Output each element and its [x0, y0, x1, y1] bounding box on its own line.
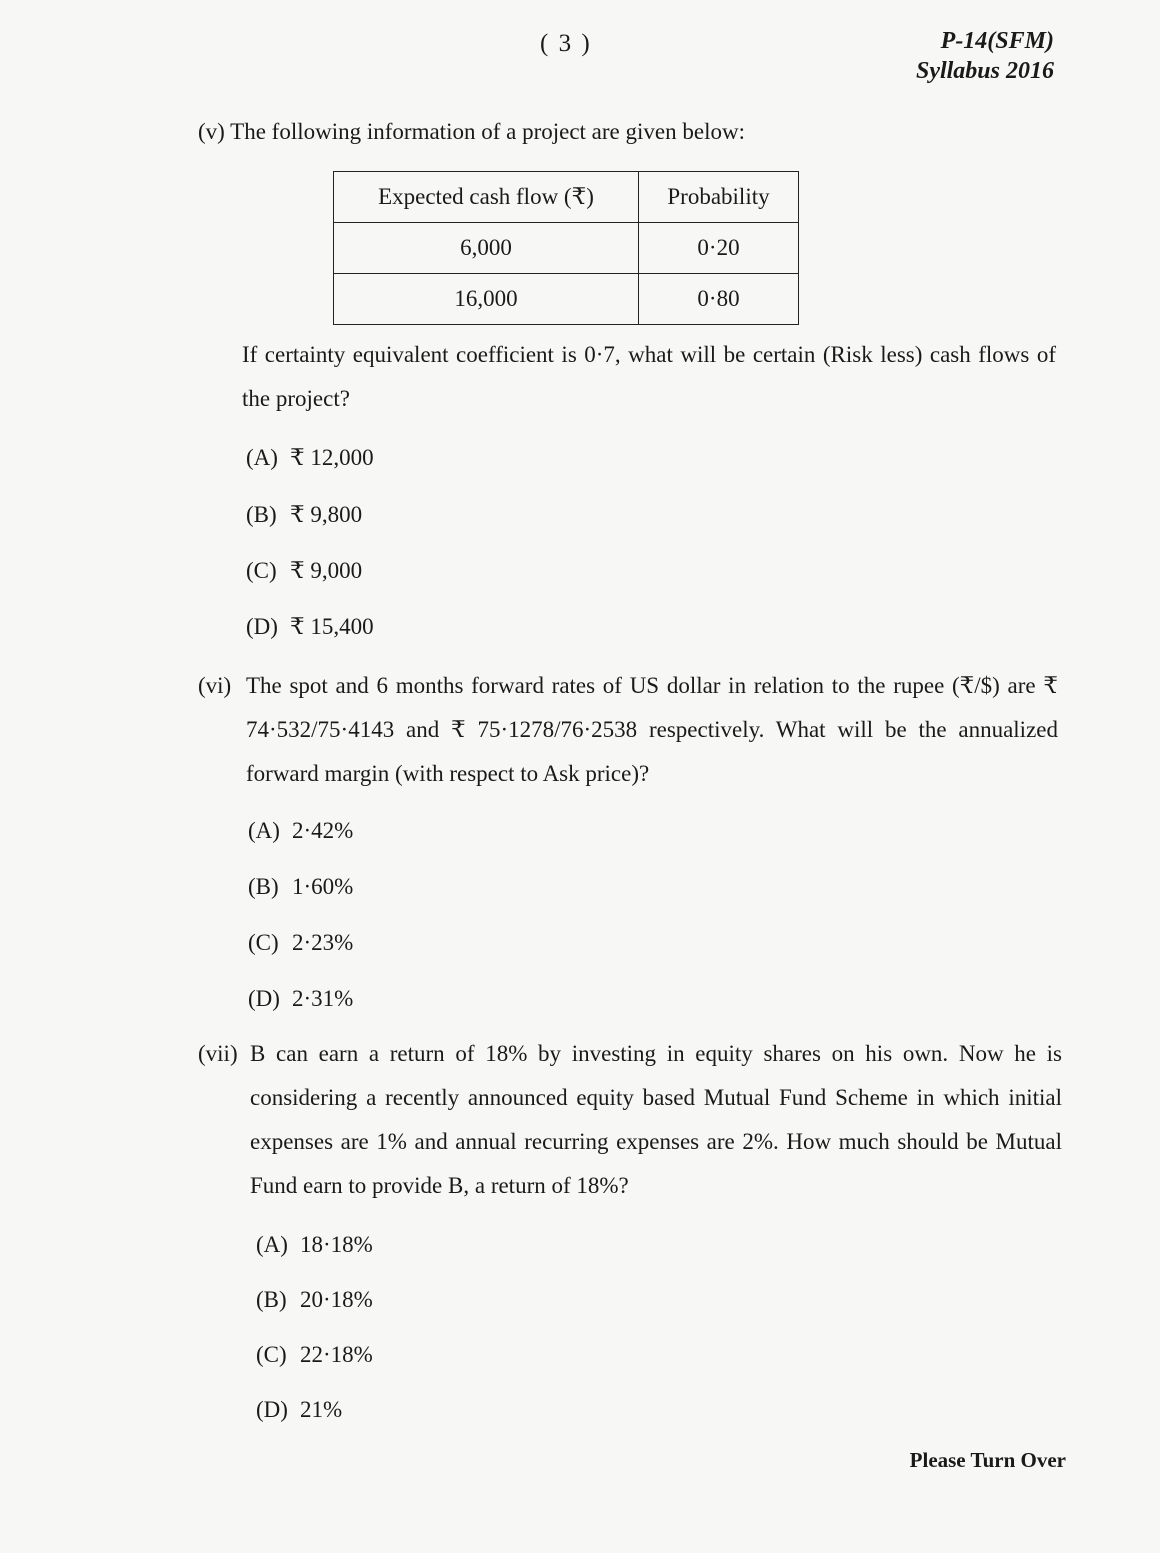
table-cell: 16,000: [334, 274, 639, 325]
option-text: ₹ 15,400: [290, 614, 374, 639]
option-text: ₹ 12,000: [290, 445, 374, 470]
option-label: (B): [256, 1287, 287, 1312]
question-7: [198, 1032, 1062, 1208]
question-5-option-b: [246, 502, 362, 528]
question-6-option-b: [248, 874, 353, 900]
question-7-option-a: [256, 1232, 373, 1258]
option-label: (B): [246, 502, 277, 527]
syllabus-year: Syllabus 2016: [915, 58, 1054, 84]
question-7-number: (vii): [198, 1041, 238, 1066]
option-label: (B): [248, 874, 279, 899]
question-7-text: B can earn a return of 18% by investing in equity shares on his own. Now he is considering a recently announced equity based Mutual Fund Scheme in which initial expenses are 1% and annual recurring expenses are 2%. How much should be Mutual Fund earn to provide B, a return of 18%?: [250, 1041, 1062, 1198]
option-label: (A): [248, 818, 280, 843]
page-number: ( 3 ): [540, 30, 592, 57]
option-label: (D): [248, 986, 280, 1011]
table-header-probability: Probability: [639, 172, 799, 223]
option-text: 2·23%: [292, 930, 354, 955]
paper-code: P-14(SFM): [940, 28, 1054, 54]
option-label: (D): [246, 614, 278, 639]
table-header-row: [334, 172, 799, 223]
question-7-option-d: [256, 1397, 342, 1423]
option-label: (A): [246, 445, 278, 470]
question-6-option-c: [248, 930, 353, 956]
please-turn-over: Please Turn Over: [909, 1448, 1066, 1472]
option-text: 2·42%: [292, 818, 354, 843]
question-5-question: If certainty equivalent coefficient is 0·7, what will be certain (Risk less) cash flows of the project?: [242, 342, 1056, 411]
option-label: (C): [246, 558, 277, 583]
question-5-option-a: [246, 445, 374, 471]
question-6-option-a: [248, 818, 353, 844]
question-5-option-c: [246, 558, 362, 584]
question-5-stem: [198, 110, 1058, 154]
question-6-option-d: [248, 986, 353, 1012]
option-label: (C): [256, 1342, 287, 1367]
question-5-text: [242, 333, 1056, 421]
option-label: (C): [248, 930, 279, 955]
table-row: [334, 223, 799, 274]
option-text: 22·18%: [300, 1342, 373, 1367]
option-text: 1·60%: [292, 874, 354, 899]
table-cell: 6,000: [334, 223, 639, 274]
table-cell: 0·20: [639, 223, 799, 274]
option-label: (D): [256, 1397, 288, 1422]
option-text: 18·18%: [300, 1232, 373, 1257]
table-cell: 0·80: [639, 274, 799, 325]
table-header-cash-flow: Expected cash flow (₹): [334, 172, 639, 223]
question-6-text: The spot and 6 months forward rates of US dollar in relation to the rupee (₹/$) are ₹ 74·532/75·4143 and ₹ 75·1278/76·2538 respectively. What will be the annualized forward margin (with respect to Ask price)?: [246, 673, 1058, 786]
question-6-number: (vi): [198, 673, 232, 698]
question-5-stem-text: The following information of a project are given below:: [230, 119, 745, 144]
cash-flow-table: [333, 171, 799, 325]
question-7-option-b: [256, 1287, 373, 1313]
table-row: [334, 274, 799, 325]
paper-header: [916, 26, 1054, 86]
question-6: [198, 664, 1058, 796]
option-text: ₹ 9,000: [290, 558, 363, 583]
option-label: (A): [256, 1232, 288, 1257]
option-text: ₹ 9,800: [290, 502, 363, 527]
question-5-option-d: [246, 614, 374, 640]
option-text: 21%: [300, 1397, 343, 1422]
option-text: 20·18%: [300, 1287, 373, 1312]
option-text: 2·31%: [292, 986, 354, 1011]
question-5-number: (v): [198, 119, 225, 144]
question-7-option-c: [256, 1342, 373, 1368]
